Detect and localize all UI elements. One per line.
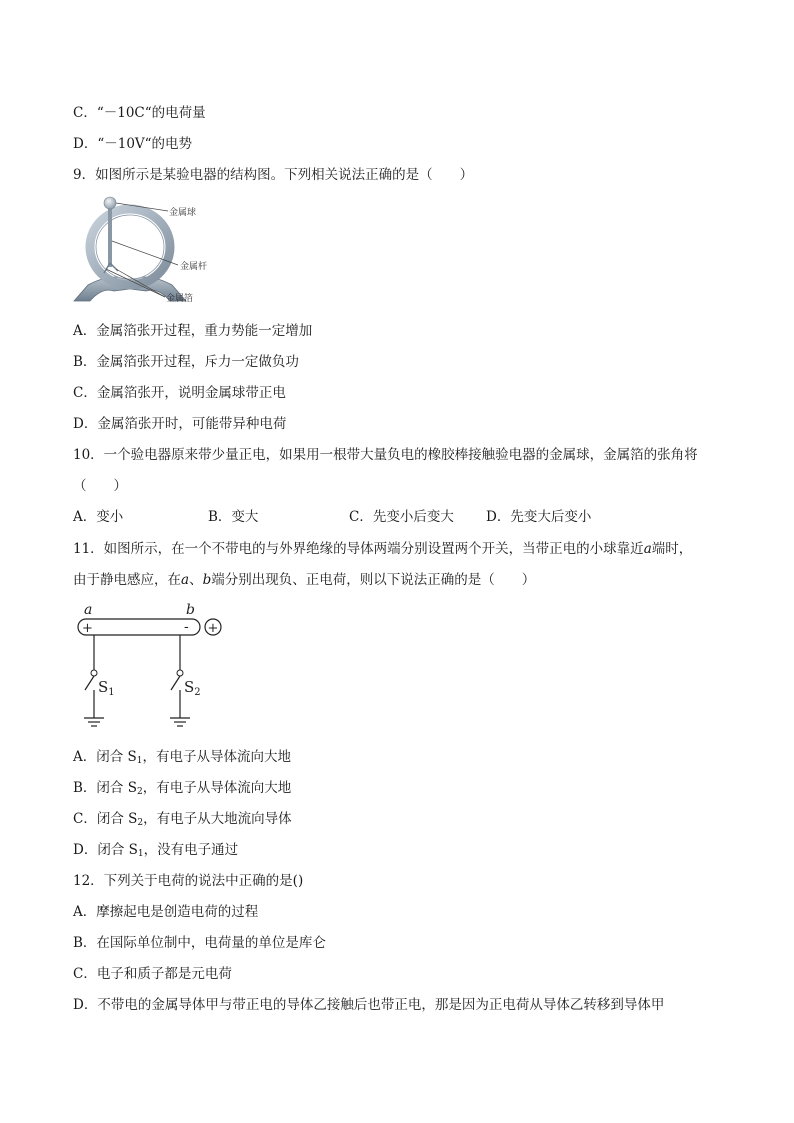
- q10-option-a: A．变小: [73, 509, 124, 525]
- q11-option-c: C．闭合 $S_2$，有电子从大地流向导体: [73, 811, 292, 828]
- electroscope-figure: [70, 193, 230, 308]
- q11-stem: 11．如图所示，在一个不带电的与外界绝缘的导体两端分别设置两个开关，当带正电的小球靠近a端时，: [73, 541, 693, 557]
- label-metal-rod: 金属杆: [180, 262, 208, 272]
- q10-option-c: C．先变小后变大: [349, 509, 454, 525]
- q10-option-b: B．变大: [208, 509, 259, 525]
- switch-s2-blade: [171, 676, 180, 690]
- q12-option-c: C．电子和质子都是元电荷: [73, 966, 232, 982]
- conductor-rod: [78, 619, 200, 635]
- q9-option-a: A．金属箔张开过程，重力势能一定增加: [73, 323, 313, 339]
- q10-stem-bracket: （ ）: [73, 478, 127, 494]
- metal-ball: [104, 197, 116, 209]
- q9-option-d: D．金属箔张开时，可能带异种电荷: [73, 416, 287, 432]
- q11-option-d: D．闭合 $S_1$，没有电子通过: [73, 842, 239, 859]
- charged-ball-sign: +: [207, 621, 219, 636]
- label-end-b: b: [186, 602, 195, 618]
- q10-stem: 10．一个验电器原来带少量正电，如果用一根带大量负电的橡胶棒接触验电器的金属球，金属箔的张角将: [73, 447, 698, 463]
- sign-plus-a: +: [82, 621, 93, 636]
- q8-option-d: D．“－10V“的电势: [73, 136, 193, 152]
- switch-s1-blade: [85, 676, 94, 690]
- switch-s2-label: $S_2$: [184, 678, 201, 698]
- sign-minus-b: -: [184, 619, 189, 635]
- label-end-a: a: [84, 602, 93, 618]
- switch-s1-label: $S_1$: [98, 678, 115, 698]
- q12-option-b: B．在国际单位制中，电荷量的单位是库仑: [73, 935, 326, 951]
- q11-option-b: B．闭合 $S_2$，有电子从导体流向大地: [73, 780, 292, 797]
- q9-option-b: B．金属箔张开过程，斥力一定做负功: [73, 354, 299, 370]
- label-metal-foil: 金属箔: [166, 294, 194, 304]
- q11-stem-line2: 由于静电感应，在a、b端分别出现负、正电荷，则以下说法正确的是（ ）: [73, 572, 536, 588]
- q10-option-d: D．先变大后变小: [486, 509, 592, 525]
- conductor-switch-figure: [70, 600, 240, 740]
- q12-stem: 12．下列关于电荷的说法中正确的是(): [73, 873, 304, 889]
- q9-option-c: C．金属箔张开，说明金属球带正电: [73, 385, 286, 401]
- label-metal-ball: 金属球: [169, 208, 197, 218]
- q11-option-a: A．闭合 $S_1$，有电子从导体流向大地: [73, 749, 292, 766]
- q8-option-c: C．“－10C“的电荷量: [73, 105, 206, 121]
- q9-stem: 9．如图所示是某验电器的结构图。下列相关说法正确的是（ ）: [73, 167, 474, 183]
- metal-rod: [108, 205, 112, 267]
- q12-option-a: A．摩擦起电是创造电荷的过程: [73, 904, 259, 920]
- q12-option-d: D．不带电的金属导体甲与带正电的导体乙接触后也带正电，那是因为正电荷从导体乙转移到导体甲: [73, 997, 665, 1013]
